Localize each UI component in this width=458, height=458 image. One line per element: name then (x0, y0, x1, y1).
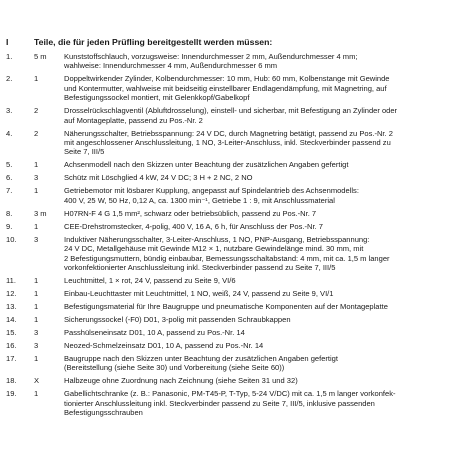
list-item (0, 222, 458, 231)
item-number: 1. (6, 52, 13, 61)
item-number: 18. (6, 376, 17, 386)
list-item (0, 328, 458, 337)
item-number: 3. (6, 106, 13, 116)
description-line: Befestigungsschrauben (64, 408, 143, 418)
item-number: 16. (6, 341, 17, 351)
description-line: Sicherungssockel (-F0) D01, 3-polig mit passenden Schraubkappen (64, 315, 291, 325)
description-line: 2 Befestigungsmuttern, bündig einbaubar, Bemessungsschaltabstand: 4 mm, mit ca. 1,5 m langer (64, 253, 390, 263)
item-description (64, 389, 448, 417)
item-description (64, 209, 448, 218)
list-item (0, 129, 458, 157)
item-description (64, 341, 448, 350)
description-line: und Kontermutter, wahlweise mit beidseitig einstellbarer Endlagendämpfung, mit Magnetring, auf (64, 83, 387, 93)
item-quantity: 1 (34, 354, 39, 364)
item-quantity: 3 (34, 234, 39, 244)
list-item (0, 106, 458, 125)
item-quantity: 2 (34, 106, 39, 116)
list-item (0, 74, 458, 102)
parts-list (0, 52, 458, 418)
list-item (0, 389, 458, 417)
list-item (0, 173, 458, 182)
item-quantity: 3 (34, 173, 39, 183)
item-quantity: 3 (34, 341, 39, 351)
description-line: Neozed-Schmelzeinsatz D01, 10 A, passend zu Pos.-Nr. 14 (64, 341, 264, 351)
item-quantity: 1 (34, 221, 39, 231)
description-line: Doppeltwirkender Zylinder, Kolbendurchmesser: 10 mm, Hub: 60 mm, Kolbenstange mit Gewinde (64, 74, 390, 84)
item-number: 7. (6, 186, 13, 196)
description-line: Näherungsschalter, Betriebsspannung: 24 V DC, durch Magnetring betätigt, passend zu Pos.-Nr. 2 (64, 128, 393, 138)
description-line: Befestigungsmaterial für Ihre Baugruppe und pneumatische Komponenten auf der Montageplatte (64, 302, 388, 312)
item-description (64, 302, 448, 311)
item-description (64, 235, 448, 273)
item-description (64, 276, 448, 285)
item-number: 10. (6, 234, 17, 244)
item-description (64, 289, 448, 298)
description-line: (Bereitstellung (siehe Seite 30) und Vorbereitung (siehe Seite 60)) (64, 363, 285, 373)
description-line: auf Montageplatte, passend zu Pos.-Nr. 2 (64, 115, 203, 125)
item-quantity: 1 (34, 160, 39, 170)
list-item (0, 52, 458, 71)
item-number: 2. (6, 74, 13, 84)
list-item (0, 376, 458, 385)
description-line: Achsenmodell nach den Skizzen unter Beachtung der zusätzlichen Angaben gefertigt (64, 160, 349, 170)
item-description (64, 315, 448, 324)
item-quantity: 3 (34, 328, 39, 338)
item-number: 14. (6, 315, 17, 325)
description-line: H07RN-F 4 G 1,5 mm², schwarz oder betriebsüblich, passend zu Pos.-Nr. 7 (64, 208, 317, 218)
list-item (0, 276, 458, 285)
description-line: Induktiver Näherungsschalter, 3-Leiter-Anschluss, 1 NO, PNP-Ausgang, Betriebsspannung: (64, 234, 370, 244)
item-quantity: 3 m (34, 208, 47, 218)
section-heading (0, 37, 458, 48)
description-line: Passhülseneinsatz D01, 10 A, passend zu Pos.-Nr. 14 (64, 328, 245, 338)
list-item (0, 160, 458, 169)
item-number: 9. (6, 221, 13, 231)
item-quantity: 1 (34, 289, 39, 299)
item-number: 6. (6, 173, 13, 183)
item-quantity: X (34, 376, 40, 386)
description-line: wahlweise: Innendurchmesser 4 mm, Außendurchmesser 6 mm (64, 61, 278, 71)
list-item (0, 186, 458, 205)
item-description (64, 186, 448, 205)
item-description (64, 106, 448, 125)
description-line: Leuchtmittel, 1 × rot, 24 V, passend zu Seite 9, VI/6 (64, 276, 236, 286)
item-quantity: 5 m (34, 52, 47, 61)
section-title: Teile, die für jeden Prüfling bereitgestellt werden müssen: (34, 37, 273, 47)
list-item (0, 209, 458, 218)
item-description (64, 354, 448, 373)
section-number: I (6, 37, 9, 47)
item-quantity: 1 (34, 302, 39, 312)
item-number: 13. (6, 302, 17, 312)
description-line: Kunststoffschlauch, vorzugsweise: Innendurchmesser 2 mm, Außendurchmesser 4 mm; (64, 52, 358, 61)
description-line: CEE-Drehstromstecker, 4-polig, 400 V, 16 A, 6 h, für Anschluss der Pos.-Nr. 7 (64, 221, 323, 231)
list-item (0, 315, 458, 324)
description-line: vorkonfektionierter Anschlussleitung inkl. Steckverbinder passend zu Seite 7, III/5 (64, 263, 336, 273)
item-quantity: 1 (34, 276, 39, 286)
item-description (64, 173, 448, 182)
description-line: 400 V, 25 W, 50 Hz, 0,12 A, ca. 1300 min⁻¹, Getriebe 1 : 9, mit Anschlussmaterial (64, 195, 335, 205)
item-quantity: 2 (34, 128, 39, 138)
item-description (64, 129, 448, 157)
description-line: Getriebemotor mit lösbarer Kupplung, angepasst auf Spindelantrieb des Achsenmodells: (64, 186, 359, 196)
item-number: 19. (6, 389, 17, 399)
description-line: Schütz mit Löschglied 4 kW, 24 V DC; 3 H + 2 NC, 2 NO (64, 173, 253, 183)
item-description (64, 376, 448, 385)
description-line: tionierter Anschlussleitung inkl. Steckverbinder passend zu Seite 7, III/5, inklusive passenden (64, 398, 375, 408)
item-number: 4. (6, 128, 13, 138)
item-number: 5. (6, 160, 13, 170)
description-line: mit angeschlossener Anschlussleitung, 1 NO, 3-Leiter-Anschluss, inkl. Steckverbinder passend zu (64, 138, 391, 148)
item-description (64, 328, 448, 337)
item-description (64, 74, 448, 102)
list-item (0, 341, 458, 350)
list-item (0, 235, 458, 273)
item-description (64, 222, 448, 231)
description-line: Halbzeuge ohne Zuordnung nach Zeichnung (siehe Seiten 31 und 32) (64, 376, 298, 386)
item-number: 12. (6, 289, 17, 299)
description-line: 24 V DC, Metallgehäuse mit Gewinde M12 × 1, nutzbare Gewindelänge mind. 30 mm, mit (64, 244, 364, 254)
list-item (0, 302, 458, 311)
description-line: Drosselrückschlagventil (Abluftdrosselung), einstell- und sicherbar, mit Befestigung an Zylinder oder (64, 106, 398, 116)
item-quantity: 1 (34, 186, 39, 196)
item-number: 8. (6, 208, 13, 218)
list-item (0, 289, 458, 298)
item-number: 11. (6, 276, 16, 286)
item-quantity: 1 (34, 74, 39, 84)
description-line: Seite 7, III/5 (64, 147, 105, 157)
item-description (64, 52, 448, 71)
item-quantity: 1 (34, 389, 39, 399)
description-line: Gabellichtschranke (z. B.: Panasonic, PM-T45-P, T-Typ, 5-24 V/DC) mit ca. 1,5 m langer vorkonfek- (64, 389, 396, 399)
description-line: Einbau-Leuchttaster mit Leuchtmittel, 1 NO, weiß, 24 V, passend zu Seite 9, VI/1 (64, 289, 334, 299)
list-item (0, 354, 458, 373)
description-line: Baugruppe nach den Skizzen unter Beachtung der zusätzlichen Angaben gefertigt (64, 354, 338, 364)
item-quantity: 1 (34, 315, 39, 325)
item-number: 17. (6, 354, 17, 364)
item-number: 15. (6, 328, 17, 338)
description-line: Befestigungssockel montiert, mit Gelenkkopf/Gabelkopf (64, 93, 250, 103)
item-description (64, 160, 448, 169)
